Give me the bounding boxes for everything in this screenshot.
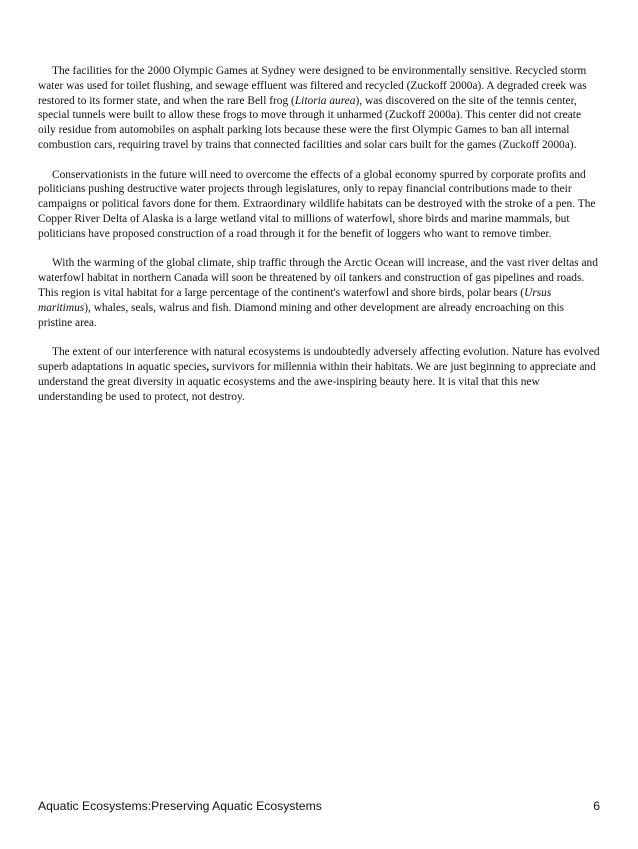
bold-comma: , bbox=[206, 360, 210, 373]
paragraph-text: survivors for millennia within their habitats. We are just beginning to appreciate and understand the great diversity in aquatic ecosystems and the awe-inspiring beauty here. It is vital that this new understanding be used to protect, not destroy. bbox=[38, 360, 596, 403]
paragraph-text: The extent of our interference with natural ecosystems is undoubtedly adversely affecting evolution. Nature has evolved superb adaptations in aquatic species bbox=[38, 346, 600, 373]
paragraph-text: The facilities for the 2000 Olympic Games at Sydney were designed to be environmentally sensitive. Recycled storm water was used for toilet flushing, and sewage effluent was filtered and recycled (Zuckoff 2000a). A degraded creek was restored to its former state, and when the rare Bell frog ( bbox=[38, 65, 587, 107]
paragraph-conservationists bbox=[38, 168, 600, 242]
body-text bbox=[38, 64, 600, 419]
paragraph-text: ), was discovered on the site of the tennis center, special tunnels were built to allow these frogs to move through it unharmed (Zuckoff 2000a). This center did not create oily residue from automobiles on asphalt parking lots because these were the first Olympic Games to ban all internal combustion cars, requiring travel by trains that connected facilities and solar cars built for the games (Zuckoff 2000a). bbox=[38, 94, 582, 151]
paragraph-text: Conservationists in the future will need to overcome the effects of a global economy spurred by corporate profits and politicians pushing destructive water projects through legislatures, only to repay financial contributions made to their campaigns or political favors done for them. Extraordinary wildlife habitats can be destroyed with the stroke of a pen. The Copper River Delta of Alaska is a large wetland vital to millions of waterfowl, shore birds and marine mammals, but politicians have proposed construction of a road through it for the benefit of loggers who want to remove timber. bbox=[38, 168, 596, 240]
species-name-ursus-maritimus: Ursus maritimus bbox=[38, 286, 552, 314]
paragraph-evolution bbox=[38, 345, 600, 404]
paragraph-text: ), whales, seals, walrus and fish. Diamond mining and other development are already encroaching on this pristine area. bbox=[38, 301, 565, 329]
paragraph-text: With the warming of the global climate, ship traffic through the Arctic Ocean will increase, and the vast river deltas and waterfowl habitat in northern Canada will soon be threatened by oil tankers and construction of gas pipelines and roads. This region is vital habitat for a large percentage of the continent's waterfowl and shore birds, polar bears ( bbox=[38, 257, 598, 299]
paragraph-olympic-games bbox=[38, 64, 600, 153]
species-name-litoria-aurea: Litoria aurea bbox=[294, 94, 356, 107]
footer-title: Aquatic Ecosystems:Preserving Aquatic Ecosystems bbox=[38, 799, 322, 813]
paragraph-arctic-warming bbox=[38, 256, 600, 330]
page-number: 6 bbox=[593, 799, 600, 813]
